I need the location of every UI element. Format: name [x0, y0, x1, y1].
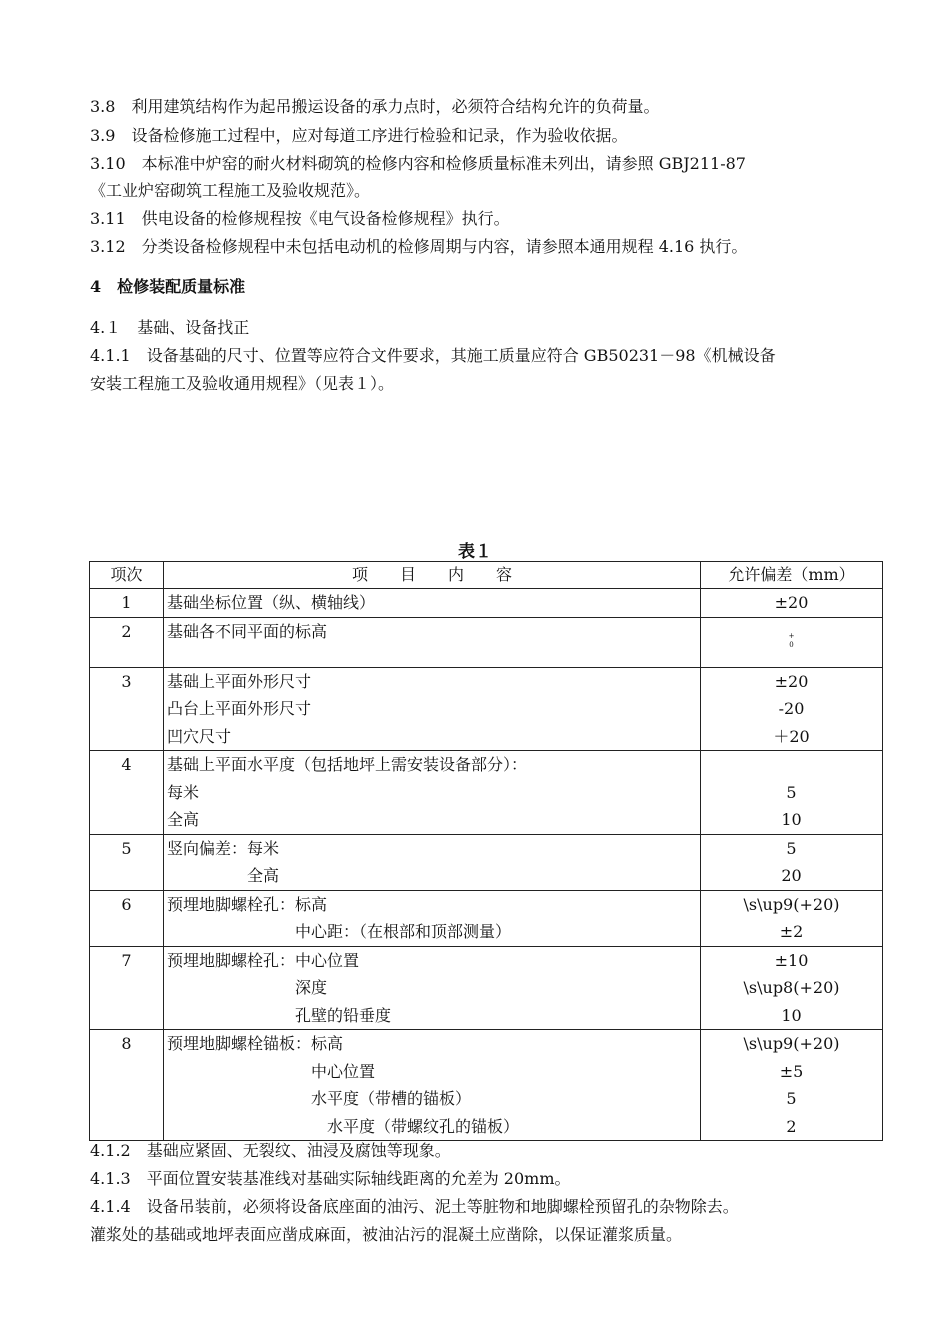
row-content [164, 1030, 701, 1141]
row-content [164, 946, 701, 1030]
row-tolerance-text: 5 [786, 782, 797, 802]
row-number-text: 2 [121, 621, 132, 641]
row-number [90, 946, 164, 1030]
row-item-text: 预埋地脚螺栓孔：中心位置 [167, 950, 360, 970]
tolerance-table [89, 561, 883, 1141]
row-item-text: 基础各不同平面的标高 [167, 621, 328, 641]
para-3-9: 3.9 设备检修施工过程中，应对每道工序进行检验和记录，作为验收依据。 [90, 126, 628, 145]
row-content [164, 617, 701, 667]
row-tolerance-text: 5 [786, 1089, 797, 1108]
table-row [90, 834, 883, 890]
table-header-row [90, 562, 883, 589]
row-item-text: 每米 [167, 782, 200, 802]
row-number [90, 589, 164, 618]
table-row [90, 667, 883, 751]
para-3-10-cont: 《工业炉窑砌筑工程施工及验收规范》。 [90, 181, 371, 200]
row-tolerance [701, 890, 883, 946]
para-4-1-1-cont: 安装工程施工及验收通用规程》（见表１）。 [90, 374, 395, 393]
row-content [164, 834, 701, 890]
table-row [90, 890, 883, 946]
table-row [90, 1030, 883, 1141]
row-item-text: 竖向偏差：每米 [167, 838, 280, 858]
table-row [90, 946, 883, 1030]
row-tolerance [701, 946, 883, 1030]
row-tolerance-text: ±10 [774, 950, 809, 970]
row-tolerance [701, 617, 883, 667]
row-number-text: 1 [121, 593, 132, 612]
row-item-text: 预埋地脚螺栓孔：标高 [167, 894, 328, 914]
para-4-1-2: 4.1.2 基础应紧固、无裂纹、油浸及腐蚀等现象。 [90, 1141, 451, 1160]
para-4-1-4: 4.1.4 设备吊装前，必须将设备底座面的油污、泥土等脏物和地脚螺栓预留孔的杂物除去。 [90, 1197, 739, 1216]
row-tolerance [701, 751, 883, 835]
row-tolerance-text: 20 [781, 866, 802, 885]
row-tolerance-text: 10 [781, 810, 802, 829]
row-item-text: 凸台上平面外形尺寸 [167, 699, 312, 718]
row-tolerance [701, 667, 883, 751]
header-tolerance: 允许偏差（mm） [701, 562, 883, 589]
row-tolerance-text: \s\up9(+20) [743, 1034, 840, 1053]
row-item-text: 全高 [167, 810, 200, 829]
row-tolerance-text: 0 [789, 640, 794, 649]
row-item-text: 基础上平面水平度（包括地坪上需安装设备部分）： [167, 755, 528, 774]
table-body [90, 589, 883, 1141]
row-tolerance-text: ±20 [774, 671, 809, 691]
row-tolerance-text: ±2 [779, 922, 804, 941]
row-number [90, 667, 164, 751]
row-item-text: 基础坐标位置（纵、横轴线） [167, 593, 376, 612]
table-row [90, 751, 883, 835]
row-tolerance-text: -20 [778, 699, 805, 718]
para-4-1: 4.１ 基础、设备找正 [90, 318, 250, 337]
para-4-1-1: 4.1.1 设备基础的尺寸、位置等应符合文件要求，其施工质量应符合 GB50231－98《机械设备 [90, 346, 776, 365]
para-3-10: 3.10 本标准中炉窑的耐火材料砌筑的检修内容和检修质量标准未列出，请参照 GBJ211-87 [90, 154, 746, 173]
row-tolerance-text: + [788, 631, 795, 640]
para-4-1-4-cont: 灌浆处的基础或地坪表面应凿成麻面，被油沾污的混凝土应凿除，以保证灌浆质量。 [90, 1225, 683, 1244]
row-number-text: 4 [121, 755, 132, 774]
table-row [90, 617, 883, 667]
row-item-text: 中心位置 [167, 1061, 376, 1081]
row-number [90, 834, 164, 890]
row-number-text: 8 [121, 1034, 132, 1053]
row-tolerance-text: 5 [786, 838, 797, 858]
header-content: 项 目 内 容 [164, 562, 701, 589]
row-number-text: 5 [121, 838, 132, 858]
row-number-text: 3 [121, 671, 132, 691]
para-3-11: 3.11 供电设备的检修规程按《电气设备检修规程》执行。 [90, 209, 510, 228]
row-item-text: 中心距：（在根部和顶部测量） [167, 922, 512, 941]
para-4-1-3: 4.1.3 平面位置安装基准线对基础实际轴线距离的允差为 20mm。 [90, 1169, 571, 1188]
row-number-text: 6 [121, 894, 132, 914]
row-item-text: 水平度（带螺纹孔的锚板） [167, 1116, 520, 1136]
row-item-text: 深度 [167, 978, 328, 997]
row-item-text: 孔壁的铅垂度 [167, 1005, 392, 1025]
row-tolerance-text: \s\up9(+20) [743, 894, 840, 914]
row-tolerance-text: 10 [781, 1005, 802, 1025]
row-tolerance [701, 1030, 883, 1141]
row-content [164, 751, 701, 835]
row-item-text: 水平度（带槽的锚板） [167, 1089, 472, 1108]
row-item-text: 基础上平面外形尺寸 [167, 671, 312, 691]
row-number [90, 890, 164, 946]
row-item-text: 预埋地脚螺栓锚板：标高 [167, 1034, 344, 1053]
header-no: 项次 [90, 562, 164, 589]
row-number [90, 751, 164, 835]
row-item-text: 凹穴尺寸 [167, 726, 232, 746]
row-number [90, 1030, 164, 1141]
para-3-8: 3.8 利用建筑结构作为起吊搬运设备的承力点时，必须符合结构允许的负荷量。 [90, 97, 660, 116]
row-tolerance-text [701, 751, 882, 779]
para-3-12: 3.12 分类设备检修规程中未包括电动机的检修周期与内容，请参照本通用规程 4.16 执行。 [90, 237, 748, 256]
row-tolerance-text: ＋20 [773, 726, 810, 746]
row-item-text: 全高 [167, 866, 280, 885]
row-content [164, 890, 701, 946]
row-tolerance-text: ±5 [779, 1061, 804, 1081]
row-number-text: 7 [121, 950, 132, 970]
section-title: 4 检修装配质量标准 [90, 277, 246, 296]
table-caption: 表１ [458, 542, 492, 562]
row-content [164, 589, 701, 618]
row-tolerance [701, 834, 883, 890]
row-content [164, 667, 701, 751]
row-tolerance-text: \s\up8(+20) [743, 978, 840, 997]
table-row [90, 589, 883, 618]
row-tolerance [701, 589, 883, 618]
row-number [90, 617, 164, 667]
row-tolerance-text: 2 [786, 1116, 797, 1136]
row-tolerance-text: ±20 [774, 593, 809, 612]
